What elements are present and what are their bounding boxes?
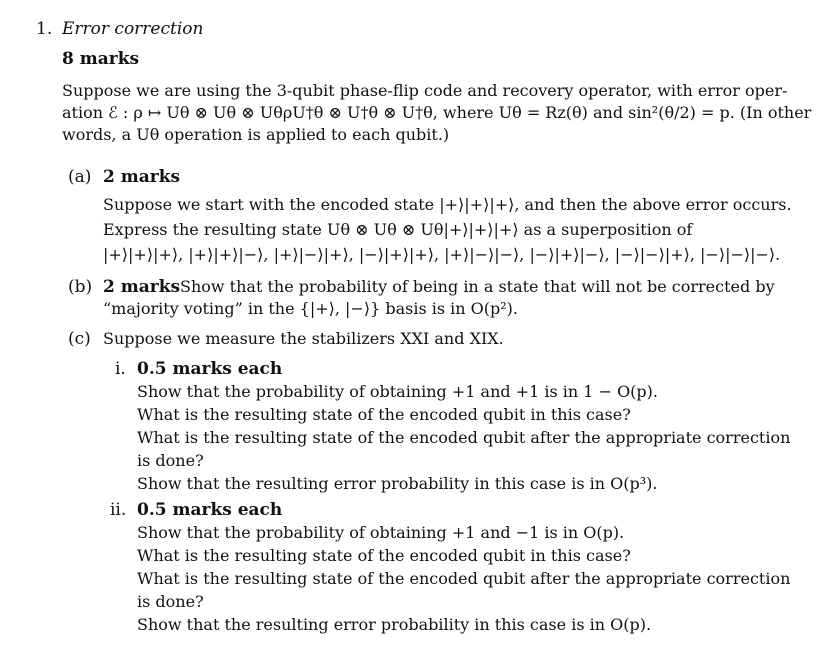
part-c-i-marks: 0.5 marks each [137, 359, 283, 379]
part-c-label: (c) [68, 329, 91, 349]
part-c-i-line: What is the resulting state of the encoded qubit in this case? [137, 405, 631, 424]
part-c-i-line: What is the resulting state of the encoded qubit after the appropriate correction [137, 428, 791, 447]
part-c-ii-line: is done? [137, 592, 204, 611]
part-c-ii-line: Show that the resulting error probability in this case is in O(p). [137, 615, 652, 634]
part-c-i-line: Show that the probability of obtaining +1 and +1 is in 1 − O(p). [137, 382, 658, 401]
part-c-i-line: is done? [137, 451, 204, 470]
part-c-ii-marks: 0.5 marks each [137, 500, 283, 520]
part-a-line: Express the resulting state Uθ ⊗ Uθ ⊗ Uθ|+⟩|+⟩|+⟩ as a superposition of [103, 220, 693, 239]
part-b-marks: 2 marks [103, 277, 181, 297]
part-b-line: “majority voting” in the {|+⟩, |−⟩} basis is in O(p²). [103, 299, 518, 318]
part-a-line: |+⟩|+⟩|+⟩, |+⟩|+⟩|−⟩, |+⟩|−⟩|+⟩, |−⟩|+⟩|+⟩, |+⟩|−⟩|−⟩, |−⟩|+⟩|−⟩, |−⟩|−⟩|+⟩, |−⟩|−⟩|−⟩. [103, 245, 781, 264]
problem-marks: 8 marks [62, 49, 140, 69]
problem-title: Error correction [62, 19, 204, 39]
part-c-ii-line: What is the resulting state of the encoded qubit in this case? [137, 546, 631, 565]
part-c-i-label: i. [115, 359, 126, 379]
intro-line: words, a Uθ operation is applied to each qubit.) [62, 125, 450, 144]
part-b-label: (b) [68, 277, 93, 297]
part-b-line: Show that the probability of being in a state that will not be corrected by [180, 277, 775, 296]
problem-number: 1. [36, 19, 53, 39]
part-c-i-line: Show that the resulting error probability in this case is in O(p³). [137, 474, 658, 493]
part-c-ii-label: ii. [110, 500, 127, 520]
part-c-ii-line: Show that the probability of obtaining +1 and −1 is in O(p). [137, 523, 625, 542]
part-a-marks: 2 marks [103, 167, 181, 187]
intro-line: Suppose we are using the 3-qubit phase-flip code and recovery operator, with error oper- [62, 81, 788, 100]
part-c-text: Suppose we measure the stabilizers XXI and XIX. [103, 329, 504, 348]
intro-line: ation ℰ : ρ ↦ Uθ ⊗ Uθ ⊗ UθρU†θ ⊗ U†θ ⊗ U†θ, where Uθ = Rz(θ) and sin²(θ/2) = p. (In other [62, 103, 812, 122]
part-c-ii-line: What is the resulting state of the encoded qubit after the appropriate correction [137, 569, 791, 588]
part-a-line: Suppose we start with the encoded state |+⟩|+⟩|+⟩, and then the above error occurs. [103, 195, 792, 214]
part-a-label: (a) [68, 167, 92, 187]
